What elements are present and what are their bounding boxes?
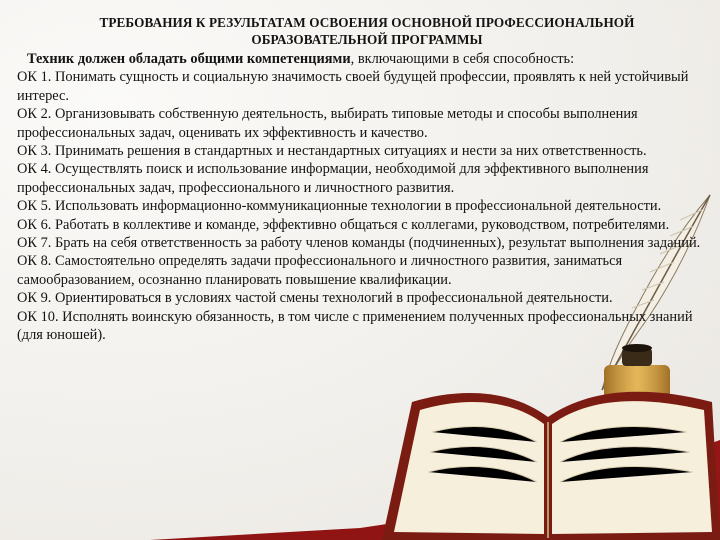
competency-item: ОК 3. Принимать решения в стандартных и нестандартных ситуациях и нести за них ответственность. [17, 143, 647, 160]
competency-item: ОК 5. Использовать информационно-коммуникационные технологии в профессиональной деятельности. [17, 198, 662, 215]
open-book-image [372, 362, 720, 540]
title-line-2: ОБРАЗОВАТЕЛЬНОЙ ПРОГРАММЫ [251, 32, 483, 47]
competency-item: ОК 7. Брать на себя ответственность за работу членов команды (подчиненных), результат выполнения заданий. [17, 235, 701, 252]
competency-item: ОК 4. Осуществлять поиск и использование информации, необходимой для эффективного выполнения профессиональных задач, профессионального и личностного развития. [17, 161, 649, 196]
title-line-1: ТРЕБОВАНИЯ К РЕЗУЛЬТАТАМ ОСВОЕНИЯ ОСНОВНОЙ ПРОФЕССИОНАЛЬНОЙ [99, 15, 635, 30]
competency-item: ОК 9. Ориентироваться в условиях частой смены технологий в профессиональной деятельности. [17, 290, 613, 307]
competency-item: ОК 2. Организовывать собственную деятельность, выбирать типовые методы и способы выполнения профессиональных задач, оценивать их эффективность и качество. [17, 106, 638, 141]
page-title [17, 14, 717, 48]
competency-item: ОК 8. Самостоятельно определять задачи профессионального и личностного развития, заниматься самообразованием, осознанно планировать повышение квалификации. [17, 253, 623, 288]
intro-bold: Техник должен обладать общими компетенциями [27, 51, 351, 67]
intro-rest: , включающими в себя способность: [350, 51, 575, 67]
competency-item: ОК 10. Исполнять воинскую обязанность, в том числе с применением полученных профессиональных знаний (для юношей). [17, 308, 693, 344]
document-body [17, 14, 717, 345]
competency-item: ОК 1. Понимать сущность и социальную значимость своей будущей профессии, проявлять к ней устойчивый интерес. [17, 69, 689, 104]
competency-item: ОК 6. Работать в коллективе и команде, эффективно общаться с коллегами, руководством, потребителями. [17, 216, 670, 233]
intro-text [17, 50, 717, 68]
